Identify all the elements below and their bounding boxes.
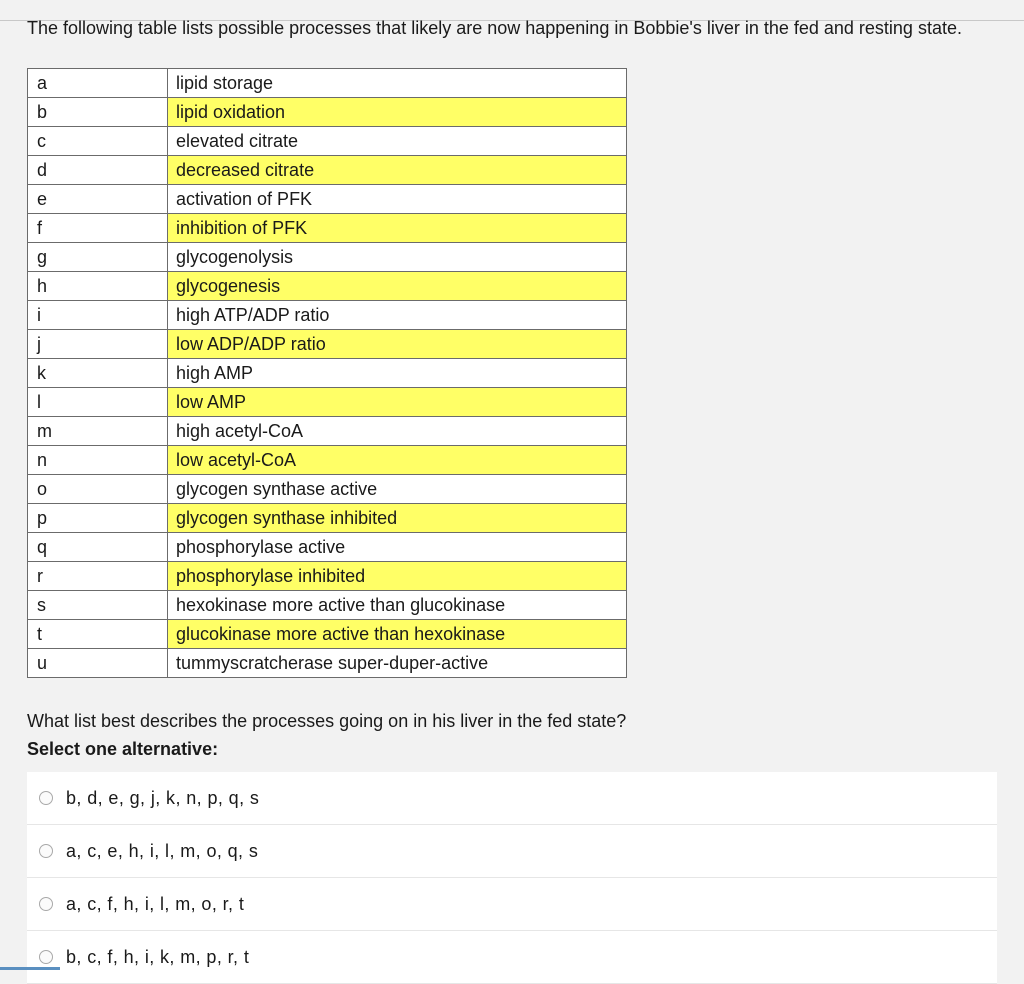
radio-button[interactable] (39, 950, 53, 964)
table-row (28, 562, 627, 591)
table-row (28, 620, 627, 649)
row-key: n (28, 446, 168, 475)
option-label: a, c, e, h, i, l, m, o, q, s (66, 840, 259, 861)
row-process: decreased citrate (168, 156, 627, 185)
row-key: d (28, 156, 168, 185)
table-row (28, 533, 627, 562)
table-row (28, 446, 627, 475)
row-process: high ATP/ADP ratio (168, 301, 627, 330)
row-process: low AMP (168, 388, 627, 417)
process-table (27, 68, 627, 678)
question-intro: The following table lists possible processes that likely are now happening in Bobbie's liver in the fed and resting state. (27, 18, 962, 38)
table-row (28, 591, 627, 620)
row-key: j (28, 330, 168, 359)
table-row (28, 504, 627, 533)
question-text: What list best describes the processes going on in his liver in the fed state? (27, 711, 627, 731)
row-key: s (28, 591, 168, 620)
row-process: tummyscratcherase super-duper-active (168, 649, 627, 678)
radio-button[interactable] (39, 791, 53, 805)
option-label: b, d, e, g, j, k, n, p, q, s (66, 787, 260, 808)
answer-option[interactable] (27, 772, 997, 825)
row-key: p (28, 504, 168, 533)
row-process: low ADP/ADP ratio (168, 330, 627, 359)
table-row (28, 69, 627, 98)
table-row (28, 475, 627, 504)
row-process: glycogen synthase active (168, 475, 627, 504)
row-process: lipid oxidation (168, 98, 627, 127)
row-key: l (28, 388, 168, 417)
row-process: high acetyl-CoA (168, 417, 627, 446)
table-row (28, 359, 627, 388)
row-key: f (28, 214, 168, 243)
row-key: u (28, 649, 168, 678)
answer-options (27, 772, 997, 984)
table-row (28, 185, 627, 214)
table-row (28, 649, 627, 678)
option-label: a, c, f, h, i, l, m, o, r, t (66, 893, 245, 914)
table-row (28, 214, 627, 243)
row-process: inhibition of PFK (168, 214, 627, 243)
row-key: q (28, 533, 168, 562)
row-process: phosphorylase inhibited (168, 562, 627, 591)
row-key: c (28, 127, 168, 156)
row-key: t (28, 620, 168, 649)
row-key: m (28, 417, 168, 446)
table-row (28, 243, 627, 272)
row-process: elevated citrate (168, 127, 627, 156)
row-process: glycogenesis (168, 272, 627, 301)
row-process: activation of PFK (168, 185, 627, 214)
table-row (28, 272, 627, 301)
table-row (28, 330, 627, 359)
row-process: lipid storage (168, 69, 627, 98)
row-process: hexokinase more active than glucokinase (168, 591, 627, 620)
table-row (28, 301, 627, 330)
row-key: r (28, 562, 168, 591)
row-process: glycogenolysis (168, 243, 627, 272)
table-row (28, 417, 627, 446)
row-process: phosphorylase active (168, 533, 627, 562)
row-process: glucokinase more active than hexokinase (168, 620, 627, 649)
row-key: o (28, 475, 168, 504)
option-label: b, c, f, h, i, k, m, p, r, t (66, 946, 250, 967)
row-key: b (28, 98, 168, 127)
answer-option[interactable] (27, 878, 997, 931)
row-key: e (28, 185, 168, 214)
row-key: k (28, 359, 168, 388)
table-row (28, 388, 627, 417)
answer-option[interactable] (27, 825, 997, 878)
row-process: glycogen synthase inhibited (168, 504, 627, 533)
row-key: i (28, 301, 168, 330)
row-process: high AMP (168, 359, 627, 388)
radio-button[interactable] (39, 897, 53, 911)
radio-button[interactable] (39, 844, 53, 858)
row-key: a (28, 69, 168, 98)
table-row (28, 127, 627, 156)
table-row (28, 156, 627, 185)
answer-option[interactable] (27, 931, 997, 984)
select-prompt: Select one alternative: (27, 739, 219, 759)
row-key: h (28, 272, 168, 301)
table-row (28, 98, 627, 127)
row-process: low acetyl-CoA (168, 446, 627, 475)
row-key: g (28, 243, 168, 272)
